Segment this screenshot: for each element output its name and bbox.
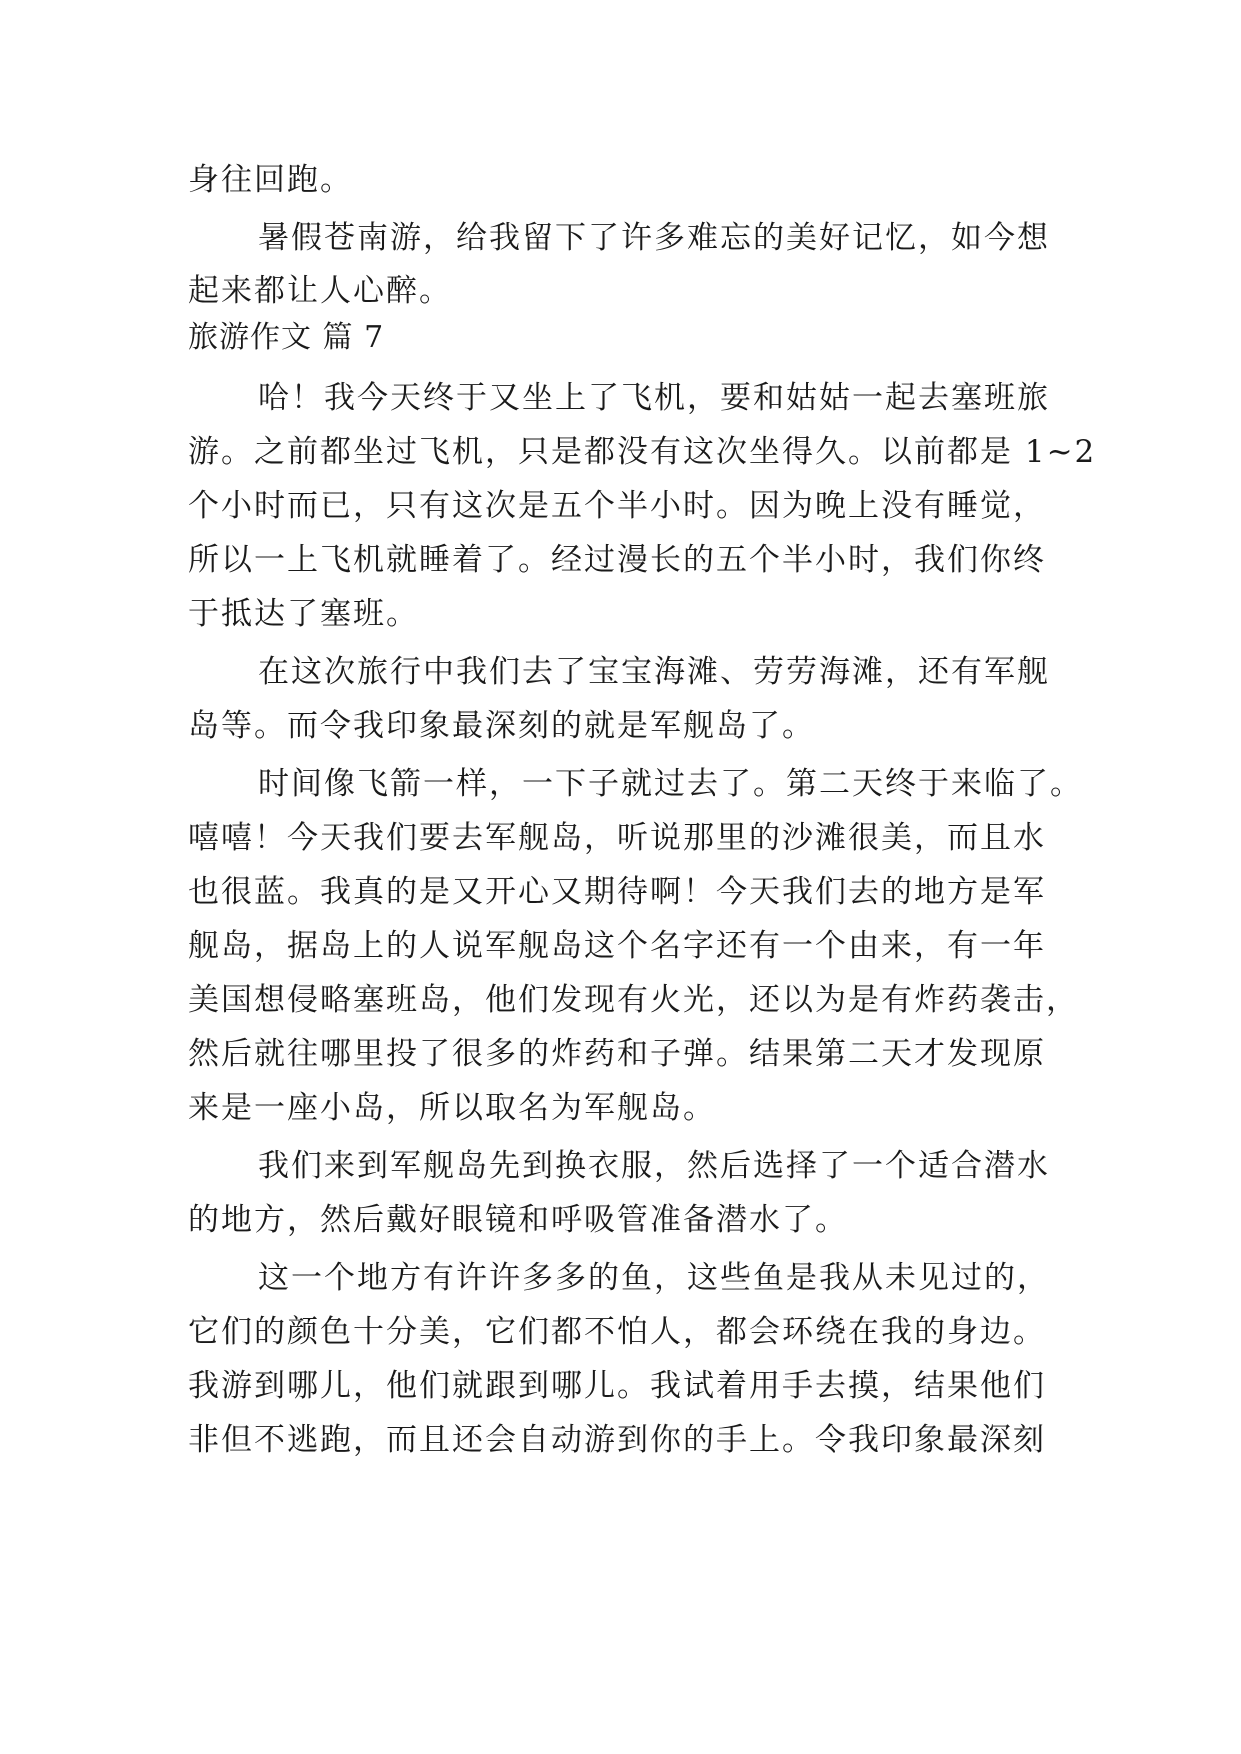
text-line: 来是一座小岛，所以取名为军舰岛。 (188, 1090, 716, 1126)
text-line: 嘻嘻！今天我们要去军舰岛，听说那里的沙滩很美，而且水 (188, 820, 1046, 856)
text-line: 的地方，然后戴好眼镜和呼吸管准备潜水了。 (188, 1202, 848, 1238)
text-line: 舰岛，据岛上的人说军舰岛这个名字还有一个由来，有一年 (188, 928, 1046, 964)
paragraph-first-line: 我们来到军舰岛先到换衣服，然后选择了一个适合潜水 (258, 1148, 1050, 1184)
text-line: 游。之前都坐过飞机，只是都没有这次坐得久。以前都是 1~2 (188, 434, 1097, 470)
text-line: 于抵达了塞班。 (188, 596, 419, 632)
text-line: 也很蓝。我真的是又开心又期待啊！今天我们去的地方是军 (188, 874, 1046, 910)
paragraph-first-line: 这一个地方有许许多多的鱼，这些鱼是我从未见过的， (258, 1260, 1050, 1296)
text-line: 岛等。而令我印象最深刻的就是军舰岛了。 (188, 708, 815, 744)
section-heading: 旅游作文 篇 7 (188, 320, 385, 355)
text-line: 非但不逃跑，而且还会自动游到你的手上。令我印象最深刻 (188, 1422, 1046, 1458)
text-line: 我游到哪儿，他们就跟到哪儿。我试着用手去摸，结果他们 (188, 1368, 1046, 1404)
text-line: 起来都让人心醉。 (188, 273, 452, 309)
text-line: 身往回跑。 (188, 162, 353, 198)
text-line: 个小时而已，只有这次是五个半小时。因为晚上没有睡觉， (188, 488, 1046, 524)
paragraph-first-line: 在这次旅行中我们去了宝宝海滩、劳劳海滩，还有军舰 (258, 654, 1050, 690)
text-line: 美国想侵略塞班岛，他们发现有火光，还以为是有炸药袭击， (188, 982, 1079, 1018)
text-line: 然后就往哪里投了很多的炸药和子弹。结果第二天才发现原 (188, 1036, 1046, 1072)
paragraph-first-line: 时间像飞箭一样，一下子就过去了。第二天终于来临了。 (258, 766, 1083, 802)
paragraph-first-line: 哈！我今天终于又坐上了飞机，要和姑姑一起去塞班旅 (258, 380, 1050, 416)
text-line: 它们的颜色十分美，它们都不怕人，都会环绕在我的身边。 (188, 1314, 1046, 1350)
paragraph-first-line: 暑假苍南游，给我留下了许多难忘的美好记忆，如今想 (258, 220, 1050, 256)
text-line: 所以一上飞机就睡着了。经过漫长的五个半小时，我们你终 (188, 542, 1046, 578)
